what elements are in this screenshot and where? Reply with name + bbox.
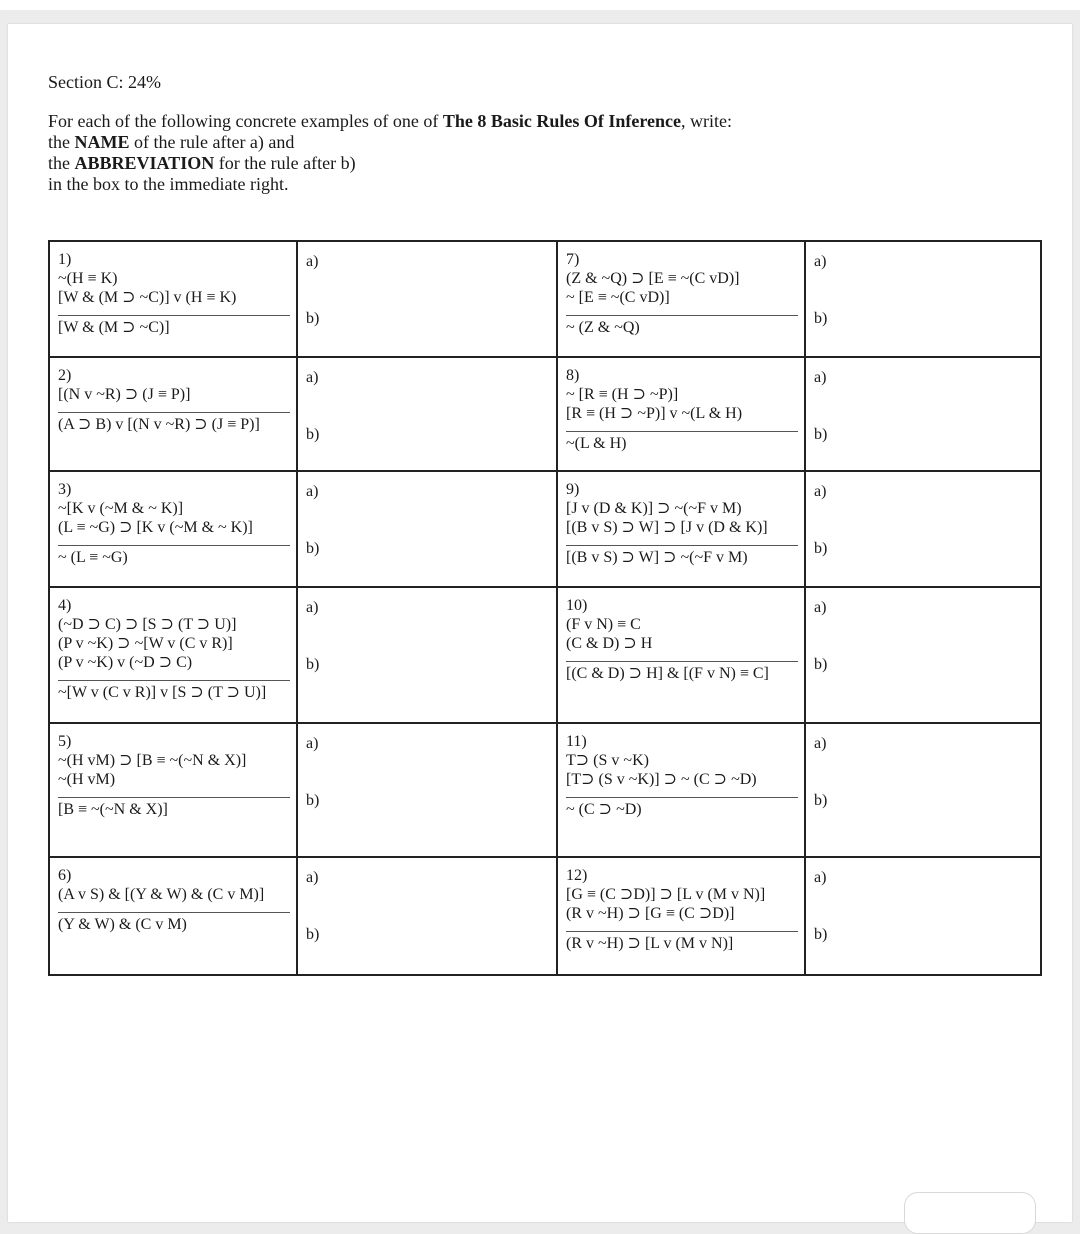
problem-number: 4) xyxy=(58,597,72,614)
answer-box-11[interactable] xyxy=(805,723,1041,857)
table-row xyxy=(49,241,1041,357)
floating-button[interactable] xyxy=(904,1192,1036,1234)
premise: (Z & ~Q) ⊃ [E ≡ ~(C vD)] xyxy=(566,270,740,287)
problem-cell xyxy=(49,723,297,857)
answer-b-label: b) xyxy=(306,540,320,557)
answer-a-label: a) xyxy=(814,869,827,886)
premise: [(N v ~R) ⊃ (J ≡ P)] xyxy=(58,386,191,403)
answer-b-label: b) xyxy=(306,310,320,327)
problem-cell xyxy=(557,471,805,587)
conclusion: [(B v S) ⊃ W] ⊃ ~(~F v M) xyxy=(566,545,798,567)
problem-number: 5) xyxy=(58,733,72,750)
answer-b-label: b) xyxy=(814,792,828,809)
conclusion: [B ≡ ~(~N & X)] xyxy=(58,797,290,819)
instructions-line-2: the NAME of the rule after a) and xyxy=(48,132,295,152)
instructions-line-4: in the box to the immediate right. xyxy=(48,174,289,194)
answer-b-label: b) xyxy=(306,792,320,809)
premise: (A v S) & [(Y & W) & (C v M)] xyxy=(58,886,265,903)
table-row xyxy=(49,723,1041,857)
premise: (R v ~H) ⊃ [G ≡ (C ⊃D)] xyxy=(566,905,735,922)
premise: (C & D) ⊃ H xyxy=(566,635,653,652)
answer-b-label: b) xyxy=(814,310,828,327)
table-row xyxy=(49,857,1041,975)
answer-box-10[interactable] xyxy=(805,587,1041,723)
conclusion: (R v ~H) ⊃ [L v (M v N)] xyxy=(566,931,798,953)
answer-b-label: b) xyxy=(814,426,828,443)
answer-a-label: a) xyxy=(814,735,827,752)
table-row xyxy=(49,471,1041,587)
answer-a-label: a) xyxy=(306,253,319,270)
premise: (L ≡ ~G) ⊃ [K v (~M & ~ K)] xyxy=(58,519,253,536)
problem-number: 6) xyxy=(58,867,72,884)
answer-b-label: b) xyxy=(306,656,320,673)
answer-box-4[interactable] xyxy=(297,587,557,723)
problem-number: 3) xyxy=(58,481,72,498)
premise: ~[K v (~M & ~ K)] xyxy=(58,500,184,517)
premise: [(B v S) ⊃ W] ⊃ [J v (D & K)] xyxy=(566,519,768,536)
premise: [W & (M ⊃ ~C)] v (H ≡ K) xyxy=(58,289,237,306)
premise: ~(H vM) xyxy=(58,771,116,788)
instructions-line-1: For each of the following concrete examples of one of The 8 Basic Rules Of Inference, write: xyxy=(48,111,733,131)
problem-cell xyxy=(49,471,297,587)
conclusion: (A ⊃ B) v [(N v ~R) ⊃ (J ≡ P)] xyxy=(58,412,290,434)
conclusion: ~ (C ⊃ ~D) xyxy=(566,797,798,819)
window-top-strip xyxy=(0,0,1080,10)
problem-number: 10) xyxy=(566,597,588,614)
instructions-line-3: the ABBREVIATION for the rule after b) xyxy=(48,153,356,173)
instructions xyxy=(48,111,732,195)
problem-number: 9) xyxy=(566,481,580,498)
conclusion: [(C & D) ⊃ H] & [(F v N) ≡ C] xyxy=(566,661,798,683)
problem-number: 2) xyxy=(58,367,72,384)
answer-box-7[interactable] xyxy=(805,241,1041,357)
inference-rules-table xyxy=(48,240,1042,976)
problem-number: 8) xyxy=(566,367,580,384)
problem-cell xyxy=(557,723,805,857)
answer-box-1[interactable] xyxy=(297,241,557,357)
premise: T⊃ (S v ~K) xyxy=(566,752,649,769)
answer-b-label: b) xyxy=(814,926,828,943)
conclusion: [W & (M ⊃ ~C)] xyxy=(58,315,290,337)
answer-box-12[interactable] xyxy=(805,857,1041,975)
premise: ~(H ≡ K) xyxy=(58,270,118,287)
premise: [R ≡ (H ⊃ ~P)] v ~(L & H) xyxy=(566,405,743,422)
problem-number: 1) xyxy=(58,251,72,268)
problem-cell xyxy=(557,357,805,471)
problem-cell xyxy=(557,857,805,975)
answer-a-label: a) xyxy=(814,253,827,270)
answer-a-label: a) xyxy=(814,369,827,386)
premise: ~(H vM) ⊃ [B ≡ ~(~N & X)] xyxy=(58,752,247,769)
section-title: Section C: 24% xyxy=(48,72,161,92)
problem-number: 11) xyxy=(566,733,587,750)
answer-b-label: b) xyxy=(306,426,320,443)
answer-box-8[interactable] xyxy=(805,357,1041,471)
conclusion: ~[W v (C v R)] v [S ⊃ (T ⊃ U)] xyxy=(58,680,290,702)
answer-box-2[interactable] xyxy=(297,357,557,471)
problem-number: 12) xyxy=(566,867,588,884)
answer-box-9[interactable] xyxy=(805,471,1041,587)
answer-box-6[interactable] xyxy=(297,857,557,975)
premise: ~ [E ≡ ~(C vD)] xyxy=(566,289,670,306)
problem-cell xyxy=(49,587,297,723)
answer-a-label: a) xyxy=(306,369,319,386)
conclusion: ~ (L ≡ ~G) xyxy=(58,545,290,567)
table-row xyxy=(49,587,1041,723)
premise: [G ≡ (C ⊃D)] ⊃ [L v (M v N)] xyxy=(566,886,766,903)
answer-box-5[interactable] xyxy=(297,723,557,857)
problem-cell xyxy=(557,587,805,723)
answer-b-label: b) xyxy=(306,926,320,943)
answer-a-label: a) xyxy=(306,483,319,500)
answer-box-3[interactable] xyxy=(297,471,557,587)
premise: (P v ~K) v (~D ⊃ C) xyxy=(58,654,193,671)
answer-a-label: a) xyxy=(306,599,319,616)
problem-number: 7) xyxy=(566,251,580,268)
answer-a-label: a) xyxy=(306,869,319,886)
premise: [J v (D & K)] ⊃ ~(~F v M) xyxy=(566,500,742,517)
answer-a-label: a) xyxy=(814,599,827,616)
premise: (P v ~K) ⊃ ~[W v (C v R)] xyxy=(58,635,233,652)
problem-cell xyxy=(557,241,805,357)
problem-cell xyxy=(49,241,297,357)
problem-cell xyxy=(49,857,297,975)
answer-b-label: b) xyxy=(814,540,828,557)
premise: ~ [R ≡ (H ⊃ ~P)] xyxy=(566,386,679,403)
problem-cell xyxy=(49,357,297,471)
table-row xyxy=(49,357,1041,471)
answer-a-label: a) xyxy=(814,483,827,500)
conclusion: ~(L & H) xyxy=(566,431,798,453)
premise: (~D ⊃ C) ⊃ [S ⊃ (T ⊃ U)] xyxy=(58,616,237,633)
conclusion: ~ (Z & ~Q) xyxy=(566,315,798,337)
answer-a-label: a) xyxy=(306,735,319,752)
premise: (F v N) ≡ C xyxy=(566,616,641,633)
answer-b-label: b) xyxy=(814,656,828,673)
premise: [T⊃ (S v ~K)] ⊃ ~ (C ⊃ ~D) xyxy=(566,771,757,788)
conclusion: (Y & W) & (C v M) xyxy=(58,912,290,934)
